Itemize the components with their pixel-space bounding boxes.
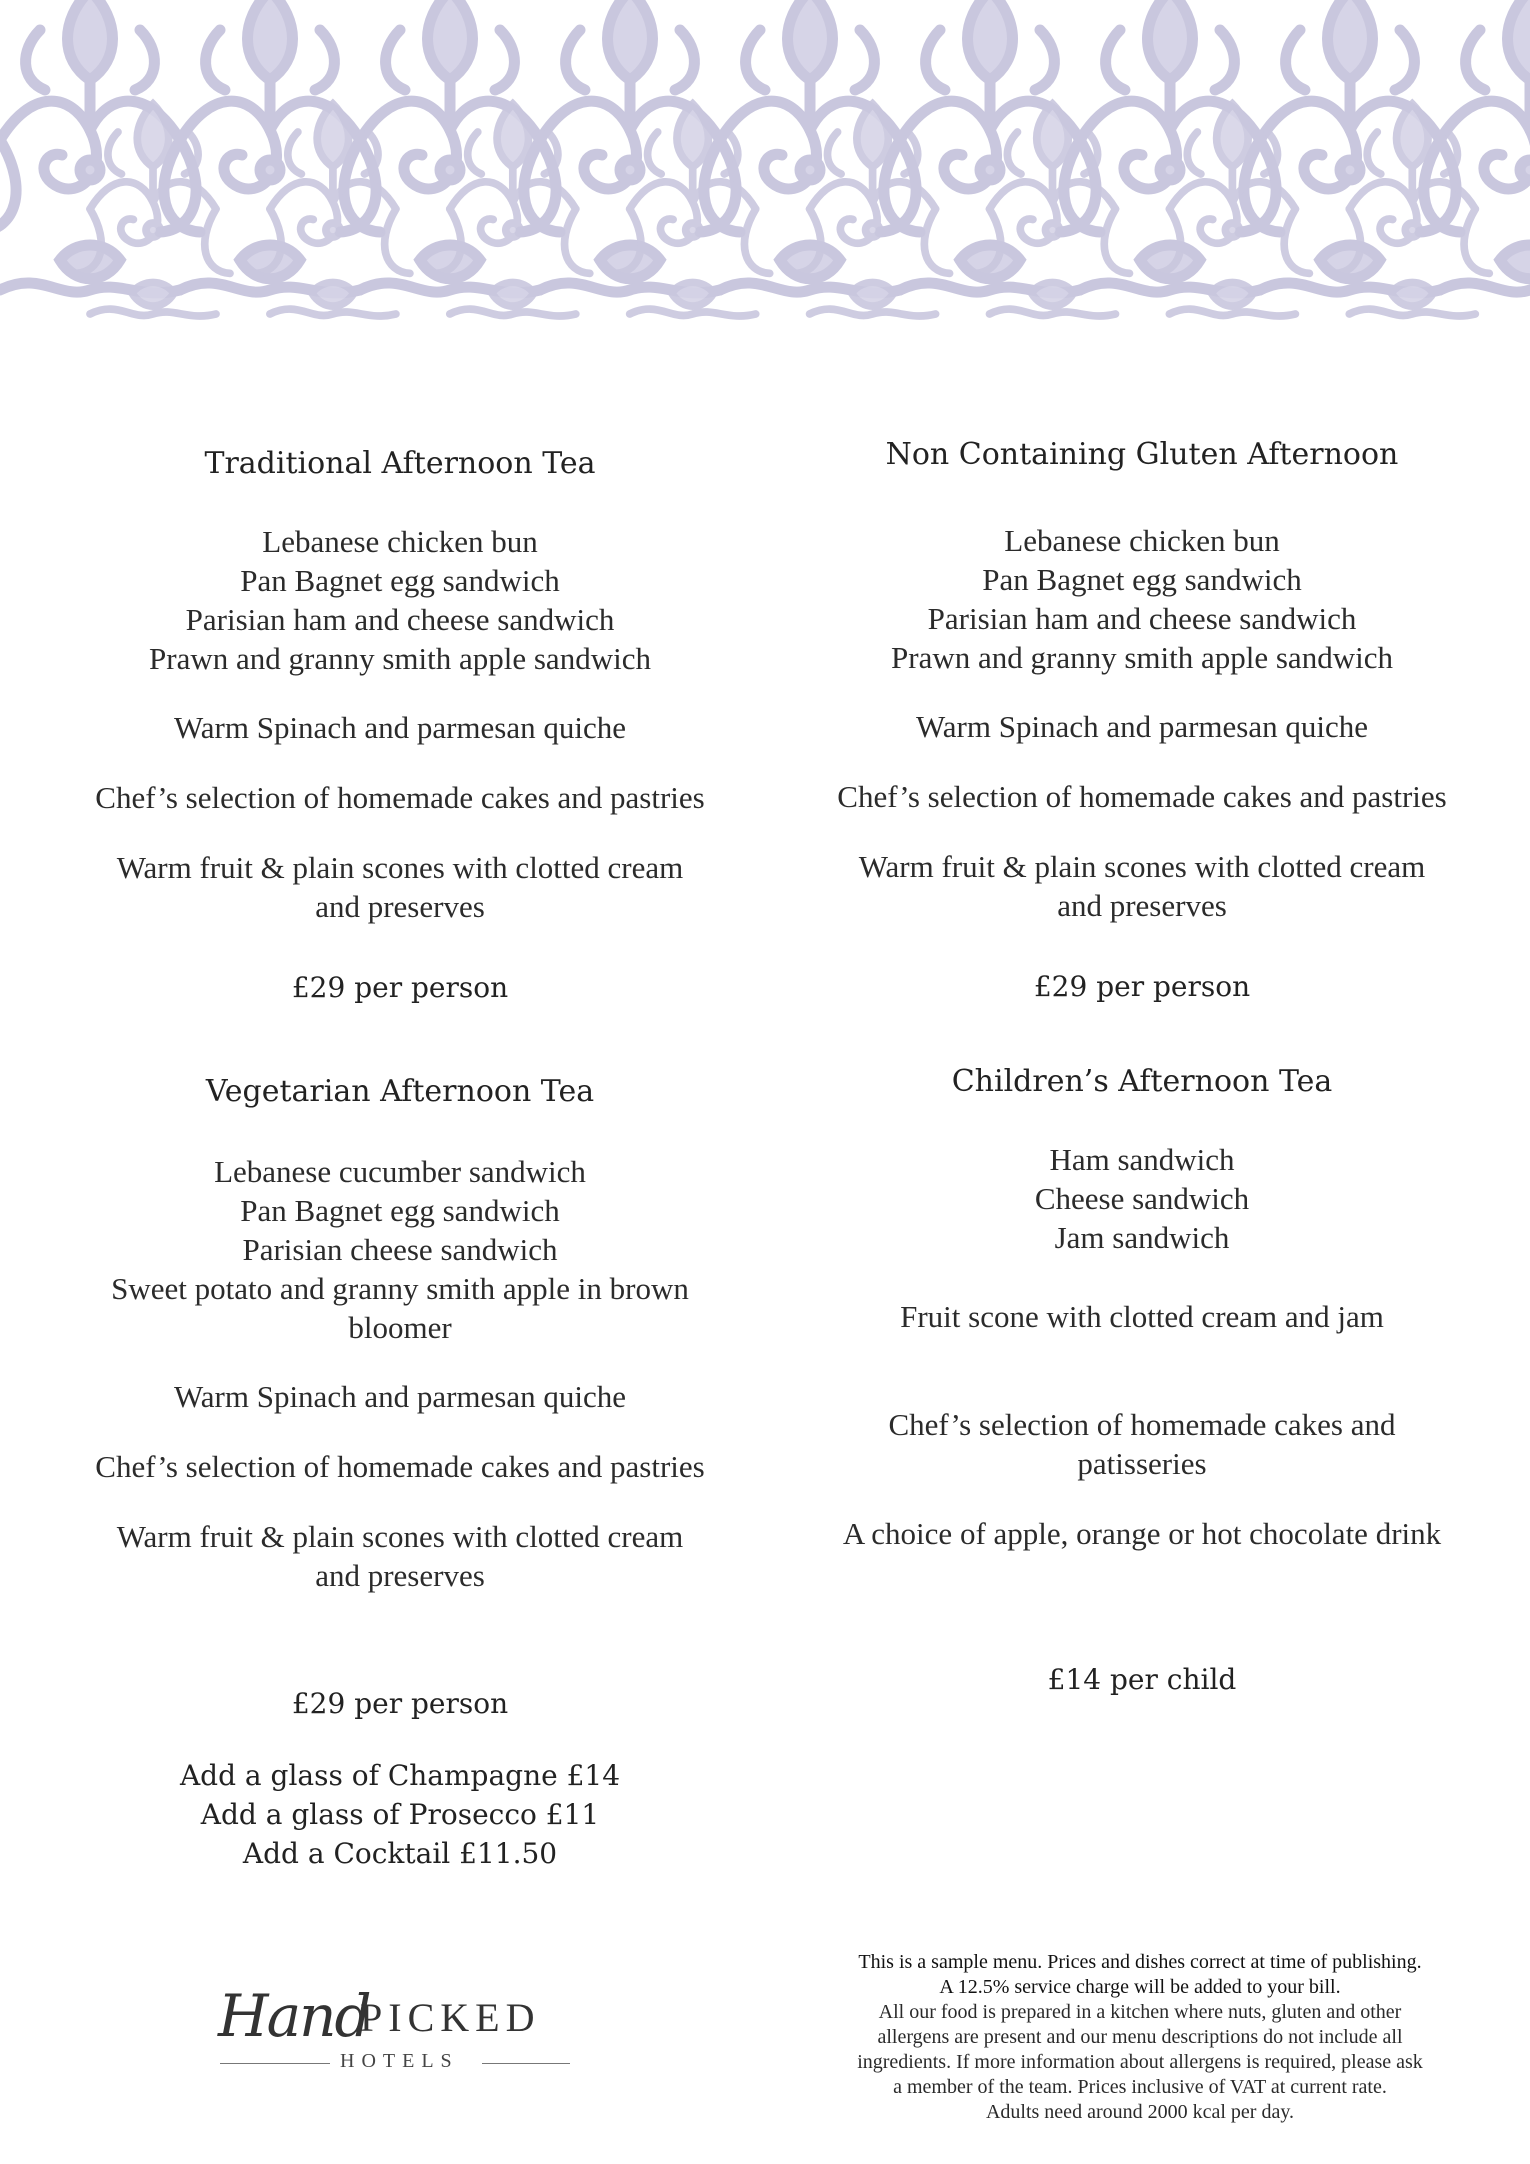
menu-item: Parisian ham and cheese sandwich bbox=[185, 602, 615, 637]
disclaimer-line: This is a sample menu. Prices and dishes correct at time of publishing. bbox=[858, 1951, 1422, 1973]
section-title: Traditional Afternoon Tea bbox=[204, 446, 596, 481]
section-title: Non Containing Gluten Afternoon bbox=[885, 437, 1399, 472]
section-title: Children’s Afternoon Tea bbox=[951, 1064, 1333, 1099]
menu-item: and preserves bbox=[315, 1558, 485, 1593]
menu-item: Lebanese cucumber sandwich bbox=[214, 1154, 586, 1189]
menu-item: Warm Spinach and parmesan quiche bbox=[173, 710, 626, 745]
menu-item: Sweet potato and granny smith apple in brown bbox=[111, 1271, 689, 1306]
disclaimer-line: Adults need around 2000 kcal per day. bbox=[985, 2101, 1295, 2123]
addon-item: Add a glass of Champagne £14 bbox=[179, 1759, 621, 1792]
menu-item: Parisian ham and cheese sandwich bbox=[927, 601, 1357, 636]
menu-item: patisseries bbox=[1077, 1446, 1207, 1481]
logo-hotels-text: HOTELS bbox=[340, 2050, 459, 2072]
logo-picked-text: PICKED bbox=[360, 1995, 541, 2040]
damask-pattern bbox=[0, 0, 1530, 333]
addon-item: Add a Cocktail £11.50 bbox=[242, 1837, 558, 1870]
menu-item: Cheese sandwich bbox=[1034, 1181, 1250, 1216]
menu-item: and preserves bbox=[315, 889, 485, 924]
logo-rule-right bbox=[482, 2063, 570, 2064]
menu-item: Pan Bagnet egg sandwich bbox=[240, 1193, 560, 1228]
menu-item: Chef’s selection of homemade cakes and pastries bbox=[95, 780, 705, 815]
price: £14 per child bbox=[1047, 1663, 1237, 1696]
disclaimer-line: a member of the team. Prices inclusive of VAT at current rate. bbox=[893, 2076, 1387, 2098]
traditional-section bbox=[40, 446, 760, 1016]
menu-item: A choice of apple, orange or hot chocolate drink bbox=[842, 1516, 1442, 1551]
menu-item: Pan Bagnet egg sandwich bbox=[982, 562, 1302, 597]
vegetarian-section bbox=[40, 1074, 760, 1874]
price: £29 per person bbox=[291, 971, 509, 1004]
menu-item: Warm Spinach and parmesan quiche bbox=[173, 1379, 626, 1414]
childrens-section bbox=[782, 1064, 1502, 1714]
menu-item: Warm fruit & plain scones with clotted cream bbox=[116, 1519, 684, 1554]
menu-item: Pan Bagnet egg sandwich bbox=[240, 563, 560, 598]
menu-item: Chef’s selection of homemade cakes and bbox=[888, 1407, 1396, 1442]
addon-item: Add a glass of Prosecco £11 bbox=[200, 1798, 600, 1831]
menu-item: Prawn and granny smith apple sandwich bbox=[149, 641, 651, 676]
menu-item: Warm Spinach and parmesan quiche bbox=[915, 709, 1368, 744]
menu-item: Ham sandwich bbox=[1049, 1142, 1235, 1177]
menu-item: and preserves bbox=[1057, 888, 1227, 923]
disclaimer-line: A 12.5% service charge will be added to your bill. bbox=[939, 1976, 1341, 1998]
price: £29 per person bbox=[1033, 970, 1251, 1003]
disclaimer-line: All our food is prepared in a kitchen where nuts, gluten and other bbox=[878, 2001, 1402, 2023]
disclaimer-line: allergens are present and our menu descriptions do not include all bbox=[877, 2026, 1403, 2048]
decorative-banner bbox=[0, 0, 1530, 333]
menu-item: Fruit scone with clotted cream and jam bbox=[900, 1299, 1384, 1334]
menu-item: Lebanese chicken bun bbox=[1004, 523, 1280, 558]
logo-script-text: Hand bbox=[218, 1982, 370, 2050]
handpicked-hotels-logo bbox=[210, 1978, 570, 2088]
menu-item: Chef’s selection of homemade cakes and pastries bbox=[837, 779, 1447, 814]
menu-item: Lebanese chicken bun bbox=[262, 524, 538, 559]
menu-item: Chef’s selection of homemade cakes and pastries bbox=[95, 1449, 705, 1484]
disclaimer-line: ingredients. If more information about allergens is required, please ask bbox=[857, 2051, 1423, 2073]
gluten-free-section bbox=[782, 437, 1502, 1017]
menu-item: Parisian cheese sandwich bbox=[242, 1232, 558, 1267]
logo-rule-left bbox=[220, 2063, 330, 2064]
menu-item: Jam sandwich bbox=[1054, 1220, 1230, 1255]
allergen-disclaimer bbox=[790, 1950, 1490, 2125]
menu-item: bloomer bbox=[348, 1310, 452, 1345]
section-title: Vegetarian Afternoon Tea bbox=[205, 1074, 595, 1109]
menu-item: Warm fruit & plain scones with clotted cream bbox=[116, 850, 684, 885]
price: £29 per person bbox=[291, 1687, 509, 1720]
menu-item: Prawn and granny smith apple sandwich bbox=[891, 640, 1393, 675]
menu-item: Warm fruit & plain scones with clotted cream bbox=[858, 849, 1426, 884]
